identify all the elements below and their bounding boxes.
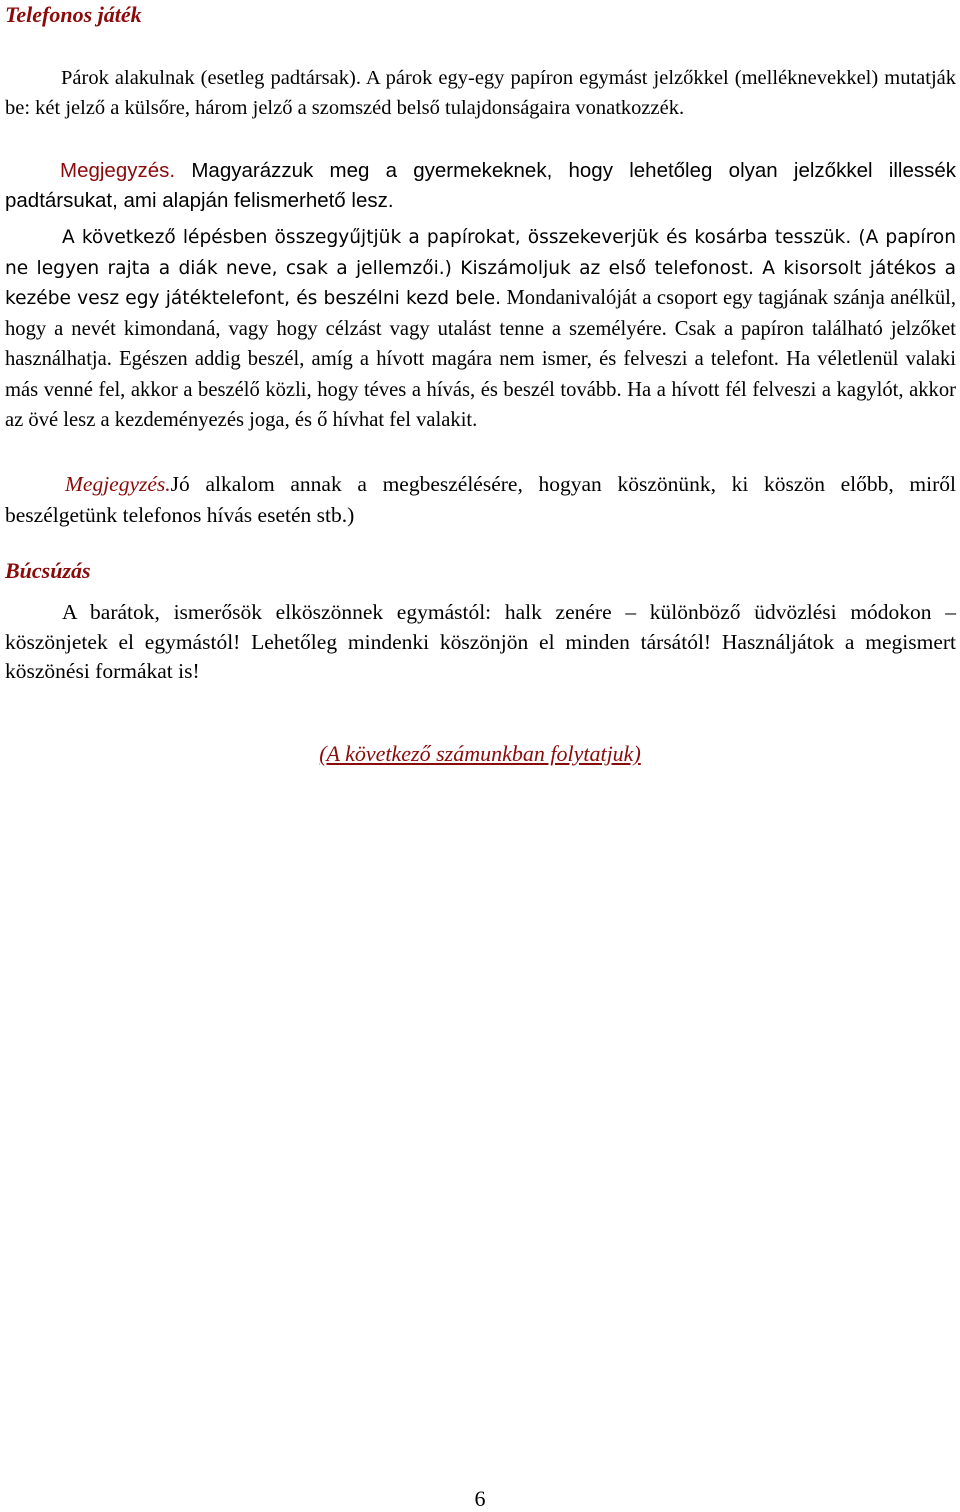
note1-text: Magyarázzuk meg a gyermekeknek, hogy lehetőleg olyan jelzőkkel illessék padtársukat, ami alapján felismerhető lesz. — [5, 159, 956, 212]
step-paragraph — [5, 223, 956, 437]
bucsuzas-paragraph: A barátok, ismerősök elköszönnek egymástól: halk zenére – különböző üdvözlési módokon – köszönjetek el egymástól! Lehetőleg mindenki köszönjön el minden társától! Használjátok a megismert köszönési formákat is! — [5, 600, 956, 683]
note1-paragraph — [5, 156, 956, 215]
note1-label: Megjegyzés. — [60, 159, 176, 182]
intro-paragraph: Párok alakulnak (esetleg padtársak). A párok egy-egy papíron egymást jelzőkkel (melléknevekkel) mutatják be: két jelző a külsőre, három jelző a szomszéd belső tulajdonságaira vonatkozzék. — [5, 67, 956, 119]
page-number: 6 — [474, 1486, 486, 1511]
section-title-bucsuzas: Búcsúzás — [5, 558, 91, 583]
note2-text: Jó alkalom annak a megbeszélésére, hogyan köszönünk, ki köszön előbb, miről beszélgetünk telefonos hívás esetén stb.) — [5, 472, 956, 527]
step-paragraph-text — [5, 223, 956, 437]
note2-paragraph — [5, 469, 956, 531]
step-part2-text: Mondanivalóját a csoport egy tagjának szánja anélkül, hogy a nevét kimondaná, vagy hogy célzást vagy utalást tenne a személyére. Csak a papíron található jelzőket használhatja. Egészen addig beszél, amíg a hívott magára nem ismer, és felveszi a telefont. Ha véletlenül valaki más venné fel, akkor a beszélő közli, hogy téves a hívás, és beszél tovább. Ha a hívott fél felveszi a kagylót, akkor az övé lesz a kezdeményezés joga, és ő hívhat fel valakit. — [5, 287, 956, 431]
note2-label: Megjegyzés. — [65, 472, 171, 496]
step-part1: A következő lépésben összegyűjtjük a papírokat, összekeverjük és kosárba tesszük. (A papíron ne legyen rajta a diák neve, csak a jellemzői.) Kiszámoljuk az első telefonost. A kisorsolt játékos a kezébe vesz egy játéktelefont, és beszélni kezd bele. — [5, 227, 956, 309]
section-title-telefonos: Telefonos játék — [5, 2, 142, 27]
continued-note: (A következő számunkban folytatjuk) — [319, 741, 641, 766]
